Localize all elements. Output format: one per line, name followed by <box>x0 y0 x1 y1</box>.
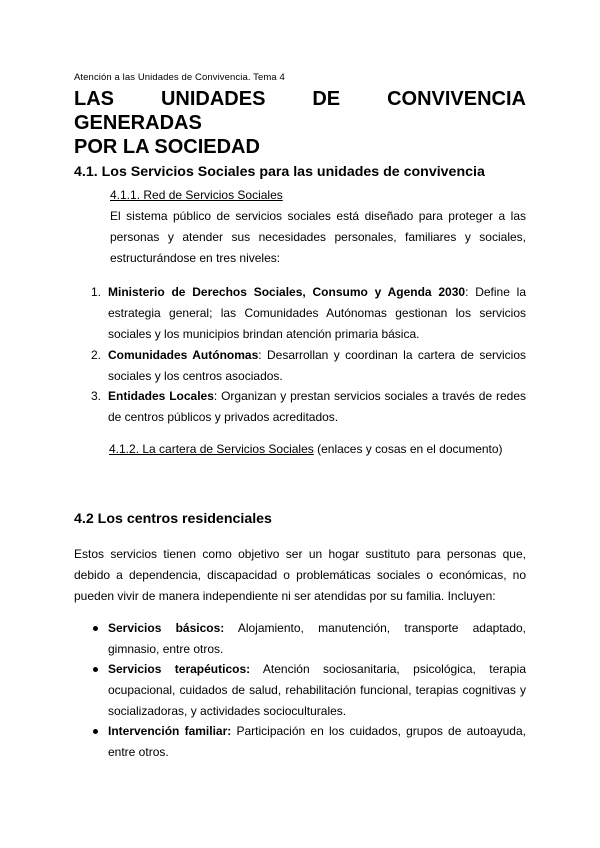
list-item <box>91 345 526 387</box>
list-item <box>74 618 526 660</box>
list-item-text: sociales y los municipios brindan atención primaria básica. <box>108 327 420 341</box>
list-item-text: Atención sociosanitaria, psicológica, terapia <box>250 662 526 676</box>
subsection-4-1-2-row <box>109 442 503 456</box>
list-item-text: : Organizan y prestan servicios sociales a través de redes <box>213 389 526 403</box>
section-heading-4-2: 4.2 Los centros residenciales <box>74 511 272 527</box>
list-item-text: gimnasio, entre otros. <box>108 642 224 656</box>
list-item-text: Alojamiento, manutención, transporte adaptado, <box>224 621 527 635</box>
list-item-text: entre otros. <box>108 745 169 759</box>
bullet-icon <box>93 729 98 734</box>
intro-line: estructurándose en tres niveles: <box>110 251 281 265</box>
list-item-bold: Servicios básicos: <box>108 621 225 635</box>
subsection-4-1-2-note: (enlaces y cosas en el documento) <box>313 442 503 456</box>
list-item-text: socializadoras, y actividades socioculturales. <box>108 704 347 718</box>
page-header: Atención a las Unidades de Convivencia. Tema 4 <box>74 72 285 83</box>
list-item-bold: Ministerio de Derechos Sociales, Consumo y Agenda 2030 <box>108 285 466 299</box>
intro-line: debido a dependencia, discapacidad o problemáticas sociales o económicas, no <box>74 568 526 582</box>
list-item <box>74 659 526 722</box>
subsection-4-1-1[interactable]: 4.1.1. Red de Servicios Sociales <box>110 188 283 202</box>
intro-paragraph-4-2 <box>74 544 526 607</box>
intro-line: pueden vivir de manera independiente ni ser atendidas por su familia. Incluyen: <box>74 589 496 603</box>
list-item-text: estrategia general; las Comunidades Autónomas gestionan los servicios <box>108 306 526 320</box>
list-number: 1. <box>91 285 102 299</box>
list-item-text: : Define la <box>465 285 527 299</box>
title-line-1: LAS UNIDADES DE CONVIVENCIA GENERADAS <box>74 88 526 134</box>
intro-line: Estos servicios tienen como objetivo ser un hogar sustituto para personas que, <box>74 547 526 561</box>
intro-paragraph-4-1 <box>110 206 526 269</box>
list-item-bold: Intervención familiar: <box>108 724 232 738</box>
list-item-text: de centros públicos y privados acreditados. <box>108 410 339 424</box>
section-heading-4-1: 4.1. Los Servicios Sociales para las unidades de convivencia <box>74 164 485 180</box>
list-item <box>91 282 526 345</box>
subsection-4-1-2-link[interactable]: 4.1.2. La cartera de Servicios Sociales <box>109 442 314 456</box>
list-item-bold: Servicios terapéuticos: <box>108 662 251 676</box>
title-line-2: POR LA SOCIEDAD <box>74 136 260 158</box>
list-number: 2. <box>91 348 102 362</box>
document-title <box>74 87 526 159</box>
intro-line: El sistema público de servicios sociales está diseñado para proteger a las <box>110 209 526 223</box>
list-item <box>74 721 526 763</box>
list-item-text: Participación en los cuidados, grupos de autoayuda, <box>231 724 526 738</box>
bullet-icon <box>93 626 98 631</box>
list-item-bold: Entidades Locales <box>108 389 214 403</box>
list-item-text: : Desarrollan y coordinan la cartera de servicios <box>258 348 527 362</box>
bullet-icon <box>93 667 98 672</box>
list-item-text: ocupacional, cuidados de salud, rehabilitación funcional, terapias cognitivas y <box>108 683 526 697</box>
list-item-bold: Comunidades Autónomas <box>108 348 259 362</box>
list-item-text: sociales y los centros asociados. <box>108 369 283 383</box>
list-item <box>91 386 526 428</box>
list-number: 3. <box>91 389 102 403</box>
intro-line: personas y atender sus necesidades personales, familiares y sociales, <box>110 230 526 244</box>
